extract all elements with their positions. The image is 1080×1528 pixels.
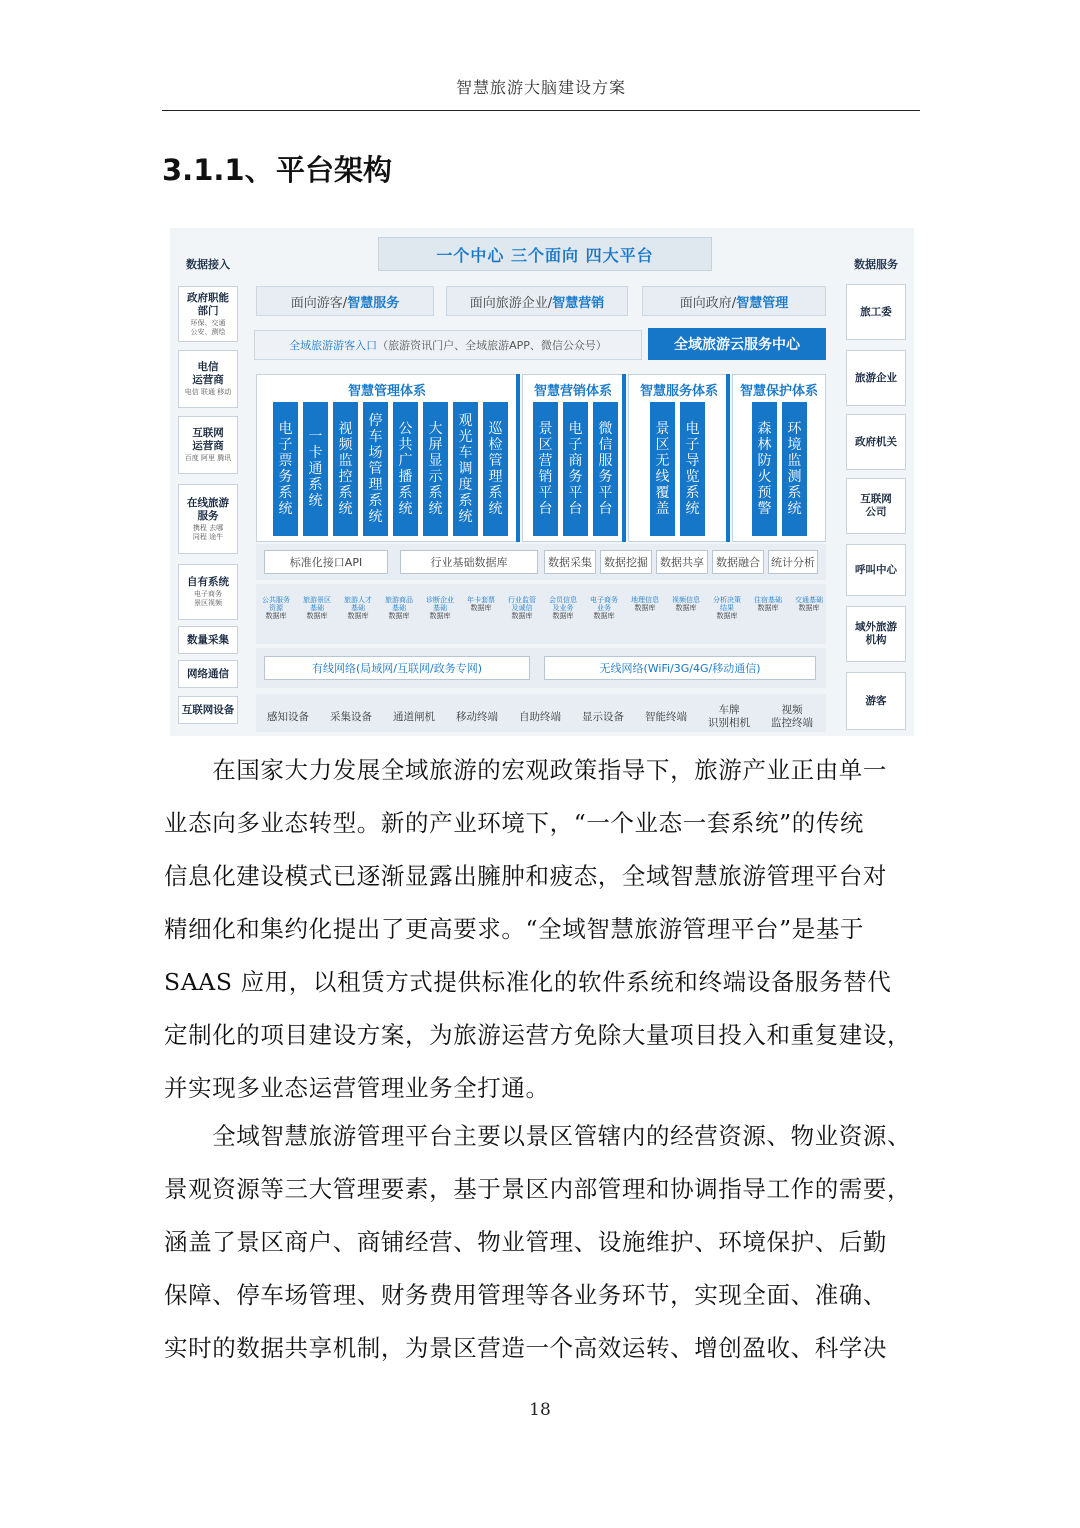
- network-tile: 无线网络(WiFi/3G/4G/移动通信): [544, 656, 816, 680]
- database-suffix: 数据库: [388, 612, 410, 620]
- data-service-label: 域外旅游 机构: [855, 621, 897, 646]
- system-bar-label: 电子票务系统: [278, 421, 293, 517]
- database-name: 交通基础: [795, 596, 823, 604]
- body-text-line: 实时的数据共享机制，为景区营造一个高效运转、增创盈收、科学决: [164, 1334, 887, 1362]
- system-bar: [533, 402, 558, 536]
- service-tile: 数据采集: [544, 550, 596, 574]
- cloud-service-center: 全域旅游云服务中心: [648, 328, 826, 360]
- architecture-diagram: [170, 228, 914, 736]
- face-enterprises-pre: 面向旅游企业/: [469, 295, 553, 311]
- system-bar: [563, 402, 588, 536]
- system-head: 智慧管理体系: [347, 383, 426, 399]
- database-suffix: 数据库: [306, 612, 328, 620]
- system-bar: [393, 402, 418, 536]
- database-tile: [379, 596, 419, 638]
- data-source-subtitle: 环保、交通 公安、测绘: [190, 318, 226, 336]
- system-bar-label: 电子导览系统: [685, 421, 700, 517]
- data-source-title: 政府职能 部门: [187, 291, 229, 317]
- face-government-pre: 面向政府/: [679, 295, 737, 311]
- database-name: 诊断企业 基础: [426, 596, 454, 612]
- service-tile: 数据挖掘: [600, 550, 652, 574]
- system-bar-label: 停车场管理系统: [368, 413, 383, 525]
- page-header: 智慧旅游大脑建设方案: [455, 78, 626, 97]
- face-enterprises: [446, 286, 628, 316]
- data-source-title: 在线旅游 服务: [187, 496, 229, 522]
- database-tile: [461, 596, 501, 638]
- page-number: 18: [529, 1400, 551, 1420]
- device-label: 通道闸机: [393, 710, 435, 723]
- body-text-line: 景观资源等三大管理要素，基于景区内部管理和协调指导工作的需要，: [164, 1175, 912, 1203]
- tourist-entry: [254, 330, 642, 360]
- data-service-box: [846, 544, 906, 596]
- database-suffix: 数据库: [798, 604, 820, 612]
- database-suffix: 数据库: [429, 612, 451, 620]
- database-tile: [256, 596, 296, 638]
- system-bar-label: 大屏显示系统: [428, 421, 443, 517]
- device-label: 显示设备: [582, 710, 624, 723]
- database-tile: [666, 596, 706, 638]
- system-bar: [303, 402, 328, 536]
- database-tile: [420, 596, 460, 638]
- body-text-line: 并实现多业态运营管理业务全打通。: [164, 1074, 550, 1102]
- data-service-box: [846, 672, 906, 730]
- data-source-box: [178, 416, 238, 474]
- system-bar-label: 一卡通系统: [308, 429, 323, 509]
- system-bar: [273, 402, 298, 536]
- data-service-box: [846, 414, 906, 470]
- body-text-line: 精细化和集约化提出了更高要求。“全域智慧旅游管理平台”是基于: [164, 915, 865, 943]
- data-source-title: 互联网 运营商: [192, 427, 224, 452]
- face-tourists: [256, 286, 434, 316]
- system-bar: [593, 402, 618, 536]
- system-divider: [516, 374, 520, 542]
- system-bar-label: 环境监测系统: [787, 421, 802, 517]
- system-bar: [650, 402, 675, 536]
- system-bar-label: 巡检管理系统: [488, 421, 503, 517]
- body-text-line: 全域智慧旅游管理平台主要以景区管辖内的经营资源、物业资源、: [164, 1122, 912, 1150]
- database-name: 分析决策 结果: [713, 596, 741, 612]
- data-service-label: 游客: [865, 694, 887, 707]
- system-bar-label: 微信服务平台: [598, 421, 613, 517]
- system-bar: [333, 402, 358, 536]
- section-heading: [162, 148, 392, 189]
- database-name: 旅游商品 基础: [385, 596, 413, 612]
- body-text-line: 涵盖了景区商户、商铺经营、物业管理、设施维护、环境保护、后勤: [164, 1228, 887, 1256]
- database-suffix: 数据库: [757, 604, 779, 612]
- data-source-title: 电信 运营商: [192, 361, 224, 386]
- face-tourists-hl: 智慧服务: [347, 295, 400, 311]
- database-name: 电子商务 业务: [590, 596, 618, 612]
- system-bar-label: 公共广播系统: [398, 421, 413, 517]
- device-label: 智能终端: [645, 710, 687, 723]
- system-bar: [363, 402, 388, 536]
- data-service-label: 旅游企业: [855, 371, 897, 384]
- data-service-label: 政府机关: [855, 435, 897, 448]
- database-suffix: 数据库: [552, 612, 574, 620]
- data-source-title: 互联网设备: [181, 703, 235, 716]
- database-name: 旅游景区 基础: [303, 596, 331, 612]
- system-bar-label: 森林防火预警: [757, 421, 772, 517]
- database-name: 行业监管 及诚信: [508, 596, 536, 612]
- system-head: 智慧营销体系: [533, 383, 612, 399]
- system-bar: [453, 402, 478, 536]
- database-tile: [625, 596, 665, 638]
- data-service-box: [846, 350, 906, 406]
- device-label: 采集设备: [330, 710, 372, 723]
- system-bar: [483, 402, 508, 536]
- network-tile: 有线网络(局域网/互联网/政务专网): [264, 656, 530, 680]
- tourist-entry-detail: （旅游资讯门户、全域旅游APP、微信公众号）: [377, 339, 607, 352]
- system-head: 智慧服务体系: [639, 383, 718, 399]
- face-government-hl: 智慧管理: [736, 295, 789, 311]
- data-source-title: 网络通信: [187, 667, 229, 680]
- body-text-line: 业态向多业态转型。新的产业环境下，“一个业态一套系统”的传统: [164, 809, 865, 837]
- data-source-box: [178, 350, 238, 408]
- data-source-subtitle: 携程 去哪 同程 途牛: [192, 523, 224, 541]
- service-tile: 数据共享: [656, 550, 708, 574]
- system-bar: [423, 402, 448, 536]
- device-label: 感知设备: [267, 710, 309, 723]
- database-tile: [502, 596, 542, 638]
- face-tourists-pre: 面向游客/: [290, 295, 348, 311]
- database-name: 公共服务 资源: [262, 596, 290, 612]
- data-source-box: [178, 286, 238, 342]
- database-name: 旅游人才 基础: [344, 596, 372, 612]
- body-text-line: 信息化建设模式已逐渐显露出臃肿和疲态，全域智慧旅游管理平台对: [164, 862, 887, 890]
- database-tile: [543, 596, 583, 638]
- left-column-head: 数据接入: [186, 258, 230, 271]
- body-text-line: 在国家大力发展全域旅游的宏观政策指导下，旅游产业正由单一: [164, 756, 887, 784]
- system-bar-label: 景区无线覆盖: [655, 421, 670, 517]
- service-tile: 行业基础数据库: [400, 550, 538, 574]
- system-bar: [680, 402, 705, 536]
- database-suffix: 数据库: [634, 604, 656, 612]
- data-service-box: [846, 284, 906, 340]
- database-name: 地理信息: [631, 596, 659, 604]
- data-service-box: [846, 478, 906, 534]
- database-suffix: 数据库: [347, 612, 369, 620]
- database-suffix: 数据库: [675, 604, 697, 612]
- face-enterprises-hl: 智慧营销: [552, 295, 605, 311]
- face-government: [642, 286, 826, 316]
- database-suffix: 数据库: [593, 612, 615, 620]
- database-name: 年卡套票: [467, 596, 495, 604]
- service-tile: 标准化接口API: [264, 550, 388, 574]
- database-suffix: 数据库: [470, 604, 492, 612]
- system-head: 智慧保护体系: [739, 383, 818, 399]
- data-source-box: [178, 660, 238, 688]
- device-label: 车牌 识别相机: [708, 704, 750, 729]
- data-source-box: [178, 564, 238, 620]
- database-suffix: 数据库: [265, 612, 287, 620]
- database-tile: [789, 596, 829, 638]
- system-bar-label: 视频监控系统: [338, 421, 353, 517]
- data-source-box: [178, 696, 238, 724]
- system-bar: [752, 402, 777, 536]
- body-text-line: 定制化的项目建设方案，为旅游运营方免除大量项目投入和重复建设，: [164, 1021, 912, 1049]
- data-service-label: 呼叫中心: [855, 563, 897, 576]
- database-name: 住宿基础: [754, 596, 782, 604]
- data-source-box: [178, 626, 238, 654]
- system-divider: [726, 374, 730, 542]
- section-title: 平台架构: [276, 153, 393, 187]
- database-tile: [748, 596, 788, 638]
- device-label: 移动终端: [456, 710, 498, 723]
- data-service-label: 互联网 公司: [860, 493, 892, 518]
- data-service-label: 旅工委: [860, 305, 892, 318]
- header-rule: [162, 110, 920, 111]
- database-tile: [297, 596, 337, 638]
- top-banner: 一个中心 三个面向 四大平台: [378, 237, 712, 271]
- data-source-subtitle: 百度 阿里 腾讯: [184, 454, 232, 462]
- data-source-subtitle: 电子商务 景区视频: [194, 590, 222, 607]
- section-number: 3.1.1、: [162, 153, 274, 187]
- database-name: 视频信息: [672, 596, 700, 604]
- right-column-head: 数据服务: [854, 258, 898, 271]
- device-label: 自助终端: [519, 710, 561, 723]
- database-tile: [584, 596, 624, 638]
- database-tile: [707, 596, 747, 638]
- system-divider: [622, 374, 626, 542]
- system-bar-label: 电子商务平台: [568, 421, 583, 517]
- system-bar-label: 景区营销平台: [538, 421, 553, 517]
- database-name: 会员信息 及业务: [549, 596, 577, 612]
- system-bar: [782, 402, 807, 536]
- data-source-box: [178, 484, 238, 554]
- database-tile: [338, 596, 378, 638]
- database-suffix: 数据库: [511, 612, 533, 620]
- data-source-title: 自有系统: [187, 576, 229, 588]
- service-tile: 数据融合: [712, 550, 764, 574]
- tourist-entry-label: 全域旅游游客入口: [289, 339, 378, 352]
- body-text-line: SAAS 应用，以租赁方式提供标准化的软件系统和终端设备服务替代: [164, 968, 892, 996]
- system-bar-label: 观光车调度系统: [458, 413, 473, 525]
- data-source-subtitle: 电信 联通 移动: [184, 388, 232, 396]
- body-text-line: 保障、停车场管理、财务费用管理等各业务环节，实现全面、准确、: [164, 1281, 887, 1309]
- data-service-box: [846, 606, 906, 662]
- database-suffix: 数据库: [716, 612, 738, 620]
- service-tile: 统计分析: [768, 550, 818, 574]
- device-label: 视频 监控终端: [771, 704, 813, 729]
- data-source-title: 数量采集: [187, 633, 229, 646]
